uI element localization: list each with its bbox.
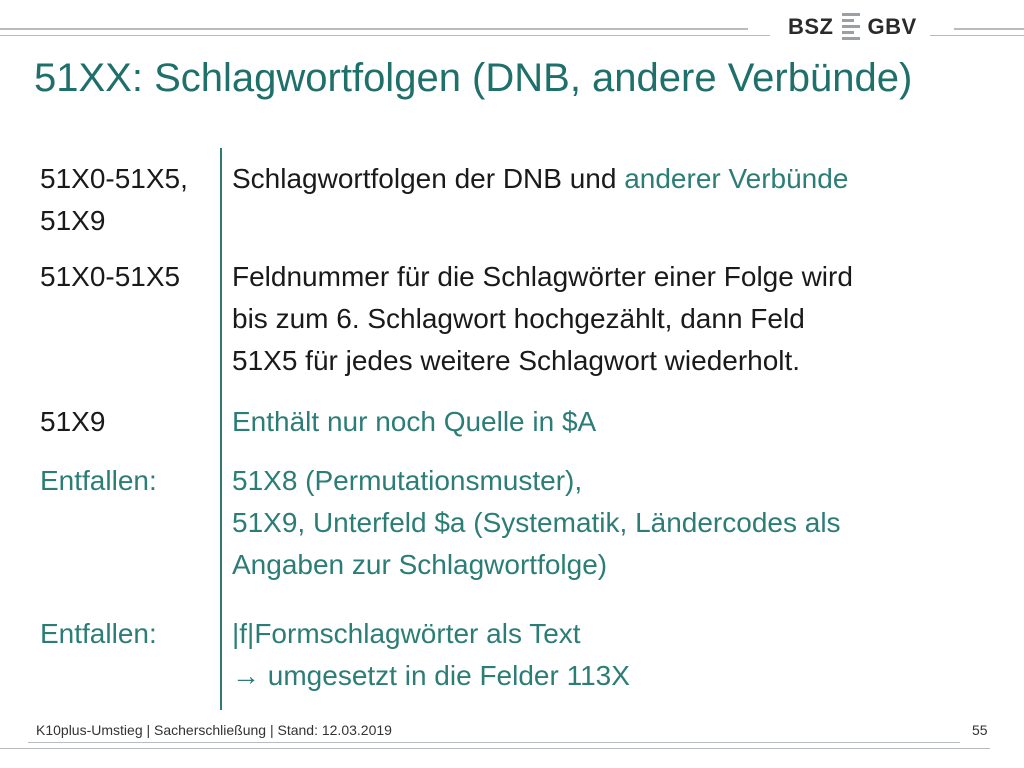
row-description-line: Enthält nur noch Quelle in $A — [232, 406, 597, 437]
row-description-line: |f|Formschlagwörter als Text — [232, 618, 581, 649]
page-number: 55 — [972, 722, 988, 738]
row-description — [232, 256, 982, 382]
row-description — [232, 158, 982, 200]
row-label — [40, 158, 215, 242]
footer-rule-short — [0, 748, 990, 749]
row-label-line: 51X9 — [40, 205, 106, 236]
row-label-line: 51X9 — [40, 406, 106, 437]
slide-title: 51XX: Schlagwortfolgen (DNB, andere Verbünde) — [34, 56, 913, 100]
logo-mark-icon — [842, 12, 860, 42]
row-description-line: 51X5 für jedes weitere Schlagwort wiederholt. — [232, 345, 801, 376]
row-label — [40, 401, 215, 443]
row-label-line: 51X0-51X5 — [40, 261, 181, 292]
row-description — [232, 460, 982, 586]
row-label — [40, 256, 215, 298]
header-rule-right — [954, 28, 1024, 30]
row-label-line: 51X0-51X5, — [40, 163, 188, 194]
row-description-line: 51X9, Unterfeld $a (Systematik, Ländercodes als — [232, 507, 841, 538]
row-description-line: → umgesetzt in die Felder 113X — [232, 660, 630, 691]
bsz-gbv-logo — [788, 12, 917, 42]
row-description-accent: anderer Verbünde — [624, 163, 849, 194]
row-label — [40, 460, 215, 502]
logo-text-bsz: BSZ — [788, 14, 834, 39]
logo-text-gbv: GBV — [867, 14, 917, 39]
row-description-text: Schlagwortfolgen der DNB und — [232, 163, 625, 194]
row-label-line: Entfallen: — [40, 465, 157, 496]
row-description-line: Feldnummer für die Schlagwörter einer Folge wird — [232, 261, 853, 292]
row-description-line: Angaben zur Schlagwortfolge) — [232, 549, 608, 580]
footer-text: K10plus-Umstieg | Sacherschließung | Stand: 12.03.2019 — [36, 722, 392, 738]
row-label — [40, 613, 215, 655]
header-rule-left — [0, 28, 748, 30]
row-description-line: bis zum 6. Schlagwort hochgezählt, dann Feld — [232, 303, 805, 334]
column-divider — [220, 148, 222, 710]
row-description — [232, 613, 982, 697]
header-rule-left-thin — [0, 35, 770, 36]
row-description-line: 51X8 (Permutationsmuster), — [232, 465, 583, 496]
row-label-line: Entfallen: — [40, 618, 157, 649]
row-description — [232, 401, 982, 443]
footer-rule — [28, 742, 960, 743]
header-rule-right-thin — [930, 35, 1024, 36]
